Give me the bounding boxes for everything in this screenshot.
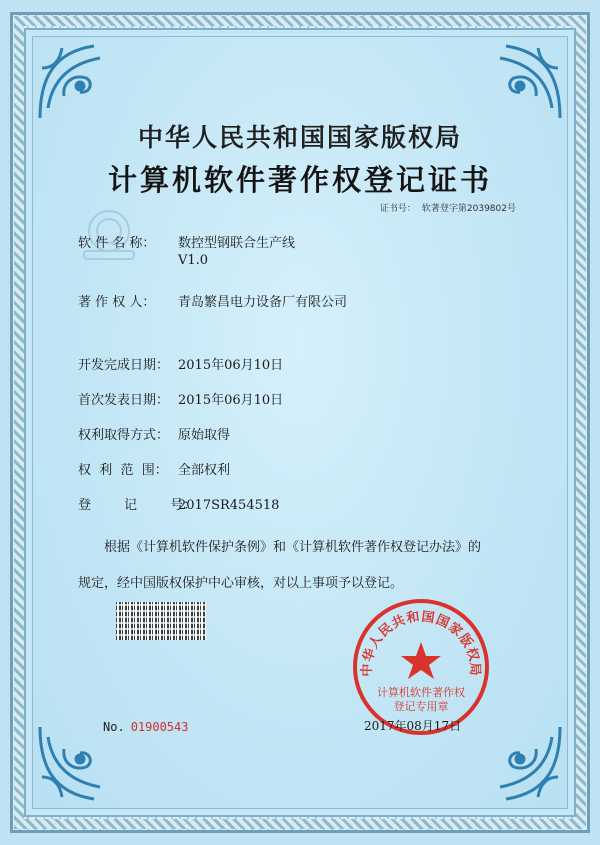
certificate-number-value: 软著登字第2039802号 xyxy=(421,204,516,214)
body-line: 规定，经中国版权保护中心审核，对以上事项予以登记。 xyxy=(78,576,404,591)
certificate-number xyxy=(374,201,516,214)
owner-label: 著 作 权 人： xyxy=(78,295,156,310)
software-name-label: 软 件 名 称： xyxy=(78,236,156,251)
acquire-method-row xyxy=(78,424,230,443)
software-version: V1.0 xyxy=(178,253,209,268)
certificate-number-label: 证书号： xyxy=(379,204,416,214)
seal-line2: 登记专用章 xyxy=(393,700,449,713)
corner-ornament-icon xyxy=(474,38,566,130)
reg-no-row xyxy=(78,494,279,513)
serial-number xyxy=(103,720,188,734)
body-line: 根据《计算机软件保护条例》和《计算机软件著作权登记办法》的 xyxy=(104,540,482,555)
scope: 全部权利 xyxy=(178,463,231,478)
reg-no: 2017SR454518 xyxy=(178,498,280,513)
barcode-overlay xyxy=(116,602,206,640)
publish-date-row xyxy=(78,389,283,408)
seal-ring-text: 中华人民共和国国家版权局 xyxy=(359,609,483,677)
scope-label: 权 利 范 围： xyxy=(78,463,168,478)
issue-date: 2017年08月17日 xyxy=(364,719,462,733)
reg-no-label: 登 记 号： xyxy=(78,498,197,513)
publish-date-label: 首次发表日期： xyxy=(78,393,170,408)
seal-star-icon xyxy=(401,642,441,679)
owner-row xyxy=(78,291,347,310)
software-name-row xyxy=(78,232,295,268)
seal-line1: 计算机软件著作权 xyxy=(377,686,465,699)
acquire-method: 原始取得 xyxy=(178,428,231,443)
scope-row xyxy=(78,459,230,478)
serial-value: 01900543 xyxy=(130,720,189,734)
software-name: 数控型钢联合生产线 xyxy=(178,236,296,251)
completion-date-label: 开发完成日期： xyxy=(78,358,170,373)
serial-prefix: No. xyxy=(103,720,125,734)
body-paragraph xyxy=(78,530,533,602)
completion-date: 2015年06月10日 xyxy=(178,358,284,373)
corner-ornament-icon xyxy=(34,38,126,130)
certificate-title: 计算机软件著作权登记证书 xyxy=(107,163,492,197)
completion-date-row xyxy=(78,354,283,373)
issuing-authority: 中华人民共和国国家版权局 xyxy=(137,123,462,152)
publish-date: 2015年06月10日 xyxy=(178,393,284,408)
acquire-method-label: 权利取得方式： xyxy=(78,428,170,443)
owner: 青岛繁昌电力设备厂有限公司 xyxy=(178,295,348,310)
